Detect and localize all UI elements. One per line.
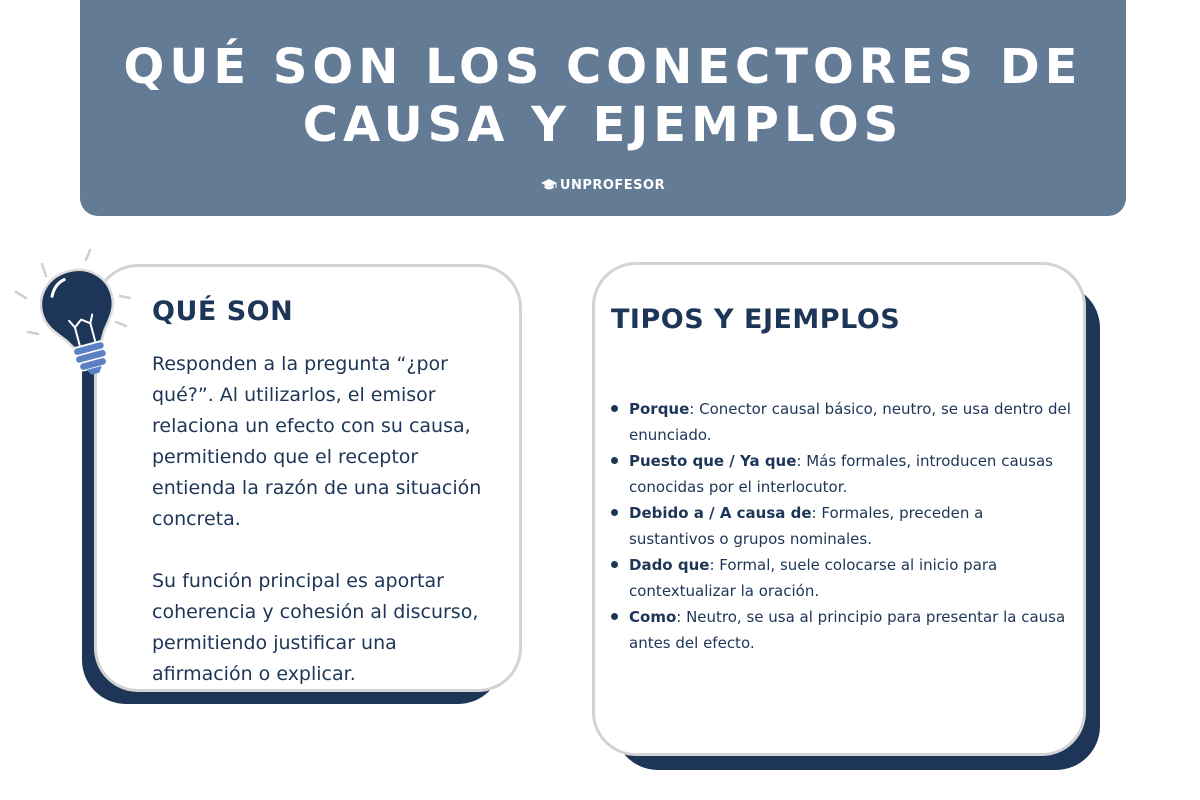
connector-description: : Más formales, introducen causas conocidas por el interlocutor. (629, 452, 1053, 496)
tipos-list (611, 396, 1071, 656)
list-item (611, 552, 1071, 604)
list-item (611, 448, 1071, 500)
page-title-line-2: CAUSA Y EJEMPLOS (302, 97, 904, 153)
connector-term: Porque (629, 400, 690, 418)
header-banner (80, 0, 1126, 216)
connector-term: Dado que (629, 556, 710, 574)
brand-name: UNPROFESOR (559, 178, 666, 193)
que-son-title: QUÉ SON (152, 296, 294, 327)
list-item (611, 500, 1071, 552)
que-son-paragraph-1: Responden a la pregunta “¿por qué?”. Al utilizarlos, el emisor relaciona un efecto con su causa, permitiendo que el receptor entienda la razón de una situación concreta. (152, 353, 482, 530)
connector-description: : Neutro, se usa al principio para presentar la causa antes del efecto. (629, 608, 1066, 652)
page-title-line-1: QUÉ SON LOS CONECTORES DE (123, 39, 1083, 95)
connector-description: : Conector causal básico, neutro, se usa dentro del enunciado. (629, 400, 1071, 444)
page-title (80, 38, 1126, 154)
connector-description: : Formales, preceden a sustantivos o grupos nominales. (629, 504, 984, 548)
list-item (611, 396, 1071, 448)
graduation-cap-icon (541, 179, 557, 195)
list-item (611, 604, 1071, 656)
brand-logo (80, 178, 1126, 195)
lightbulb-icon (12, 246, 142, 396)
connector-term: Puesto que / Ya que (629, 452, 797, 470)
connector-term: Como (629, 608, 677, 626)
que-son-paragraph-2: Su función principal es aportar coherencia y cohesión al discurso, permitiendo justificar una afirmación o explicar. (152, 570, 479, 685)
connector-term: Debido a / A causa de (629, 504, 812, 522)
tipos-title: TIPOS Y EJEMPLOS (611, 304, 901, 335)
connector-description: : Formal, suele colocarse al inicio para contextualizar la oración. (629, 556, 998, 600)
